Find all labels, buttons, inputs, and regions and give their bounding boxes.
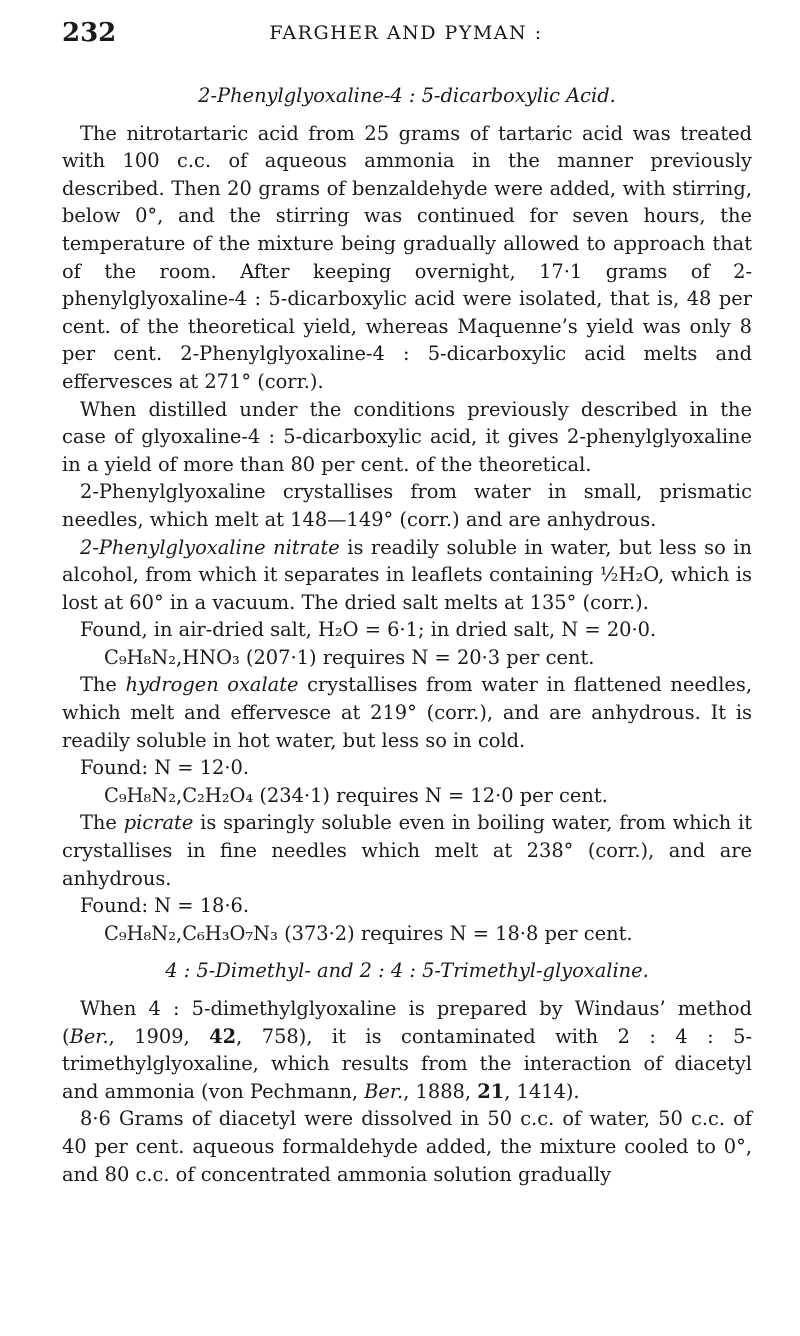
analysis-found-nitrate: Found, in air-dried salt, H₂O = 6·1; in dried salt, N = 20·0.	[80, 618, 657, 642]
paragraph-windaus-method	[62, 995, 752, 1105]
volume-21: 21	[477, 1079, 505, 1103]
paragraph-preparation: The nitrotartaric acid from 25 grams of tartaric acid was treated with 100 c.c. of aqueous ammonia in the manner previously described. Then 20 grams of benzaldehyde were added, with stirring, below 0°, and the stirring was continued for seven hours, the temperature of the mixture being gradually allowed to approach that of the room. After keeping overnight, 17·1 grams of 2-phenylglyoxaline-4 : 5-dicarboxylic acid were isolated, that is, 48 per cent. of the theoretical yield, whereas Maquenne’s yield was only 8 per cent. 2-Phenylglyoxaline-4 : 5-dicarboxylic acid melts and effervesces at 271° (corr.).	[62, 121, 752, 393]
term-hydrogen-oxalate: hydrogen oxalate	[125, 673, 299, 697]
analysis-required-nitrate: C₉H₈N₂,HNO₃ (207·1) requires N = 20·3 per cent.	[104, 645, 595, 669]
paragraph-diacetyl: 8·6 Grams of diacetyl were dissolved in 50 c.c. of water, 50 c.c. of 40 per cent. aqueous formaldehyde added, the mixture cooled to 0°, and 80 c.c. of concentrated ammonia solution gradually	[62, 1107, 752, 1186]
analysis-required-oxalate: C₉H₈N₂,C₂H₂O₄ (234·1) requires N = 12·0 per cent.	[104, 783, 608, 807]
section-heading-phenylglyoxaline-dicarboxylic: 2-Phenylglyoxaline-4 : 5-dicarboxylic Acid.	[198, 84, 616, 107]
paragraph-crystallisation: 2-Phenylglyoxaline crystallises from water in small, prismatic needles, which melt at 148—149° (corr.) and are anhydrous.	[62, 480, 752, 531]
paragraph-distillation: When distilled under the conditions previously described in the case of glyoxaline-4 : 5-dicarboxylic acid, it gives 2-phenylglyoxaline in a yield of more than 80 per cent. of the theoretical.	[62, 397, 752, 476]
windaus-text-e: , 1414).	[504, 1079, 580, 1103]
article-body	[62, 82, 752, 1188]
paragraph-picrate-text: is sparingly soluble even in boiling water, from which it crystallises in fine needles which melt at 238° (corr.), and are anhydrous.	[62, 811, 753, 890]
paragraph-picrate	[62, 809, 752, 892]
paragraph-nitrate	[62, 534, 752, 617]
windaus-text-c: , 758), it is contaminated with 2 : 4 : 5-trimethylglyoxaline, which results from the interaction of diacetyl and ammonia (von Pechmann,	[62, 1024, 752, 1103]
term-nitrate: 2-Phenylglyoxaline nitrate	[80, 535, 340, 559]
paragraph-oxalate-lead: The	[80, 673, 126, 697]
section-gap	[62, 947, 752, 957]
journal-ber-1: Ber.	[69, 1024, 109, 1048]
windaus-text-d: , 1888,	[403, 1079, 478, 1103]
analysis-found-picrate: Found: N = 18·6.	[80, 894, 250, 918]
running-header	[62, 18, 750, 58]
analysis-required-picrate: C₉H₈N₂,C₆H₃O₇N₃ (373·2) requires N = 18·8 per cent.	[104, 921, 633, 945]
section-heading-dimethyl-trimethyl: 4 : 5-Dimethyl- and 2 : 4 : 5-Trimethyl-glyoxaline.	[165, 959, 649, 983]
analysis-found-oxalate: Found: N = 12·0.	[80, 756, 250, 780]
windaus-text-a: When 4 : 5-dimethylglyoxaline is prepared by Windaus’ method (	[62, 997, 752, 1048]
paragraph-hydrogen-oxalate	[62, 671, 752, 754]
term-picrate: picrate	[123, 811, 194, 835]
windaus-text-b: , 1909,	[108, 1024, 210, 1048]
volume-42: 42	[209, 1024, 237, 1048]
paragraph-oxalate-text: crystallises from water in flattened needles, which melt and effervesce at 219° (corr.), and are anhydrous. It is readily soluble in hot water, but less so in cold.	[62, 673, 753, 752]
page-number: 232	[62, 18, 117, 48]
running-head-authors: FARGHER AND PYMAN :	[269, 22, 543, 44]
journal-ber-2: Ber.	[364, 1079, 404, 1103]
paragraph-picrate-lead: The	[80, 811, 124, 835]
paragraph-nitrate-text: is readily soluble in water, but less so in alcohol, from which it separates in leaflets containing ½H₂O, which is lost at 60° in a vacuum. The dried salt melts at 135° (corr.).	[62, 535, 752, 614]
